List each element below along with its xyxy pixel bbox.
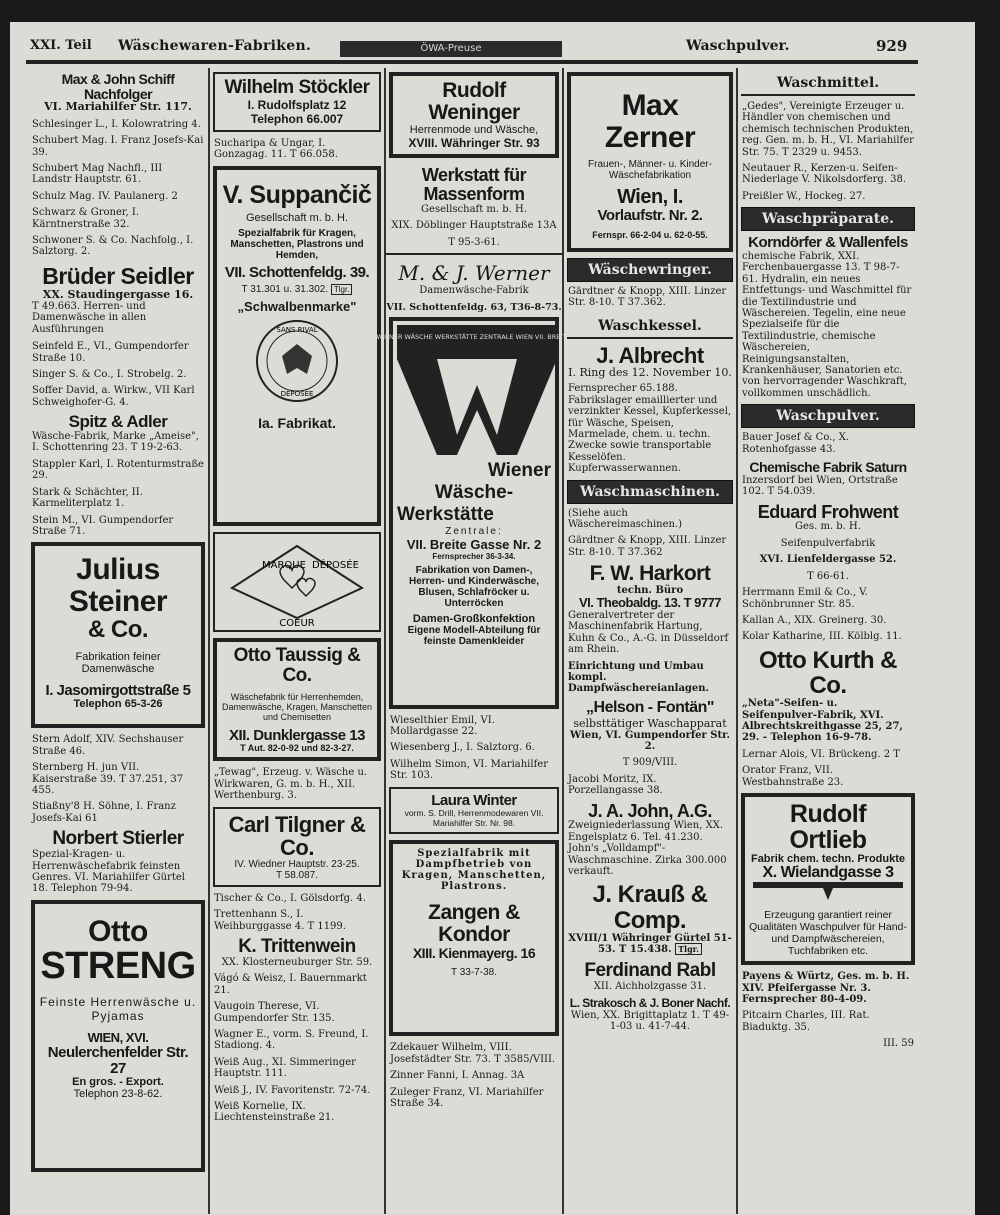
weninger-address: XVIII. Währinger Str. 93 [408, 136, 540, 151]
helson-name: „Helson - Fontän" [586, 698, 714, 716]
albrecht-name: J. Albrecht [596, 342, 704, 368]
ww-desc: Fabrikation von Damen-, Herren- und Kinderwäsche, Blusen, Schlafröcker u. Unterröcken [408, 564, 540, 609]
zerner-name: Max Zerner [604, 89, 696, 154]
list-item: Jacobi Moritz, IX. Porzellangasse 38. [568, 773, 663, 797]
ad-spitz [28, 413, 208, 454]
ortlieb-desc: Fabrik chem. techn. Produkte [750, 853, 906, 866]
list-item: Kallan A., XIX. Greinerg. 30. [742, 614, 887, 626]
streng-name: STRENG [40, 945, 196, 988]
zangen-address: XIII. Kienmayerg. 16 [412, 945, 536, 962]
seidler-name: Brüder Seidler [42, 262, 194, 289]
list-item: Wieselthier Emil, VI. Mollardgasse 22. [390, 714, 495, 737]
taussig-tel: T Aut. 82-0-92 und 82-3-27. [240, 743, 354, 754]
trittenwein-name: K. Trittenwein [238, 936, 356, 957]
frohwent-sub: Ges. m. b. H. [795, 521, 861, 533]
column-3 [376, 68, 578, 1214]
wiener-werkstaette-logo-icon [376, 325, 578, 455]
list-item: Schlesinger L., I. Kolowratring 4. [32, 118, 201, 130]
column-4 [564, 68, 736, 1214]
seal-top-text: SANS RIVAL [276, 325, 318, 334]
steiner-address: I. Jasomirgottstraße 5 [45, 681, 191, 699]
strakosch-text: Wien, XX. Brigittaplatz 1. T 49-1-03 u. 41-7-44. [570, 1009, 730, 1032]
stoeckler-address: I. Rudolfsplatz 12 [247, 97, 347, 112]
list-item: Payens & Würtz, Ges. m. b. H. XIV. Pfeifergasse Nr. 3. Fernsprecher 80-4-09. [742, 971, 910, 1006]
list-item: Lernar Alois, VI. Brückeng. 2 T [742, 748, 900, 760]
suppancic-brand: „Schwalbenmarke" [237, 298, 357, 314]
harkort-text: Generalvertreter der Maschinenfabrik Hartung, Kuhn & Co., A.-G. in Düsseldorf am Rhein. [568, 609, 729, 656]
page-title: Wäschewaren-Fabriken. [118, 38, 312, 54]
harkort-text-2: Einrichtung und Umbau kompl. Dampfwäschereianlagen. [568, 660, 710, 695]
spitz-text: Wäsche-Fabrik, Marke „Ameise", I. Schottenring 23. T 19-2-63. [32, 431, 199, 454]
zerner-address: Vorlaufstr. Nr. 2. [597, 207, 703, 224]
winter-text: vorm. S. Drill, Herrenmodewaren VII. Mariahilfer Str. Nr. 98. [404, 808, 544, 829]
weninger-name: Rudolf Weninger [428, 79, 520, 125]
column-1 [28, 68, 208, 1214]
harkort-name: F. W. Harkort [589, 562, 711, 586]
column-5 [738, 68, 918, 1214]
helson-address: Wien, VI. Gumpendorfer Str. 2. [570, 729, 730, 752]
ad-steiner [31, 542, 205, 728]
steiner-desc: Fabrikation feiner Damenwäsche [75, 650, 161, 675]
list-item: Herrmann Emil & Co., V. Schönbrunner Str. 85. [742, 587, 868, 610]
ad-werner [386, 253, 562, 312]
ww-name-2: Wäsche- [434, 481, 514, 503]
seal-bottom-text: DEPOSÉE [280, 389, 314, 398]
suppancic-tel: T 31.301 u. 31.302. [241, 283, 329, 295]
ad-seidler [28, 264, 208, 335]
harkort-sub: techn. Büro [616, 585, 684, 597]
list-item: Sucharipa & Ungar, I. Gonzagag. 11. T 66.058. [214, 137, 338, 161]
steiner-tel: Telephon 65-3-26 [73, 698, 163, 711]
ww-konfektion: Damen-Großkonfektion [412, 612, 536, 625]
ad-suppancic [213, 166, 381, 526]
list-item: Stiaßny'8 H. Söhne, I. Franz Josefs-Kai 61 [32, 801, 176, 824]
banner-arrow-icon [753, 882, 903, 900]
header-rule [26, 60, 918, 64]
list-item: Seinfeld E., VI., Gumpendorfer Straße 10. [32, 341, 189, 364]
strakosch-name: L. Strakosch & J. Boner Nachf. [569, 996, 731, 1010]
list-item: Gärdtner & Knopp, XIII. Linzer Str. 8-10. T 37.362. [568, 286, 727, 309]
list-item: Singer S. & Co., I. Strobelg. 2. [32, 369, 187, 381]
suppancic-sub: Gesellschaft m. b. H. [245, 212, 349, 224]
tilgner-tel: T 58.087. [275, 869, 319, 881]
list-item: Wiesenberg J., I. Salztorg. 6. [390, 742, 535, 754]
list-item: Stappler Karl, I. Rotenturmstraße 29. [32, 458, 204, 482]
mark-text-1: MARQUE [262, 559, 306, 571]
seidler-address: XX. Staudingergasse 16. [42, 287, 194, 301]
rabl-name: Ferdinand Rabl [584, 959, 716, 981]
ad-wiener-waesche-werkstaette [376, 317, 578, 709]
zangen-tel: T 33-7-38. [451, 967, 497, 979]
werner-desc: Damenwäsche-Fabrik [419, 285, 529, 297]
section-heading-waeschewringer: Wäschewringer. [567, 258, 733, 282]
list-item: Schulz Mag. IV. Paulanerg. 2 [32, 190, 178, 202]
list-item: Zinner Fanni, I. Annag. 3A [390, 1070, 525, 1082]
list-item: Wagner E., vorm. S. Freund, I. Stadiong. 4. [214, 1028, 369, 1052]
list-item: Gärdtner & Knopp, XIII. Linzer Str. 8-10. T 37.362 [568, 535, 727, 558]
ad-weninger [389, 72, 559, 158]
steiner-co: & Co. [87, 616, 149, 644]
suppancic-desc: Spezialfabrik für Kragen, Manschetten, Plastrons und Hemden, [230, 228, 364, 261]
ortlieb-name: Rudolf Ortlieb [789, 799, 867, 855]
harkort-address: VI. Theobaldg. 13. T 9777 [578, 595, 722, 611]
section-heading-waschmaschinen: Waschmaschinen. [567, 480, 733, 504]
list-item: Stern Adolf, XIV. Sechshauser Straße 46. [32, 734, 184, 757]
tilgner-address: IV. Wiedner Hauptstr. 23-25. [234, 858, 360, 870]
ww-name-3: Werkstätte [397, 503, 494, 525]
list-item: Preißler W., Hockeg. 27. [742, 190, 866, 202]
ww-tel: Fernsprecher 36-3-34. [432, 551, 516, 561]
list-item: Tischer & Co., I. Gölsdorfg. 4. [214, 892, 366, 904]
ww-logo-text: WIENER WÄSCHE WERKSTÄTTE ZENTRALE WIEN VII. BREITEG. [376, 332, 578, 341]
section-heading-waschkessel: Waschkessel. [567, 314, 733, 339]
ad-streng [31, 900, 205, 1172]
streng-desc: Feinste Herrenwäsche u. Pyjamas [39, 995, 197, 1024]
list-item: Vaugoin Therese, VI. Gumpendorfer Str. 135. [214, 1001, 335, 1024]
ad-winter [389, 787, 559, 835]
massenform-tel: T 95-3-61. [448, 236, 500, 248]
ad-tilgner [213, 807, 381, 887]
ww-address: VII. Breite Gasse Nr. 2 [406, 536, 542, 552]
massenform-title: Werkstatt für Massenform [421, 165, 527, 204]
helson-desc: selbsttätiger Waschapparat [573, 716, 727, 730]
column-2 [210, 68, 384, 1214]
list-item: Pitcairn Charles, III. Rat. Biaduktg. 35. [742, 1010, 870, 1033]
ortlieb-address: X. Wielandgasse 3 [762, 864, 894, 882]
streng-trade: En gros. - Export. [72, 1076, 164, 1089]
list-item: Bauer Josef & Co., X. Rotenhofgasse 43. [742, 432, 849, 455]
rabl-address: XII. Aichholzgasse 31. [593, 980, 707, 992]
helson-tel: T 909/VIII. [622, 757, 678, 769]
list-item: Stein M., VI. Gumpendorfer Straße 71. [32, 514, 174, 537]
heart-trademark-icon [222, 538, 372, 628]
taussig-address: XII. Dunklergasse 13 [229, 726, 365, 744]
list-item: Schubert Mag. I. Franz Josefs-Kai 39. [32, 135, 204, 158]
tilgner-name: Carl Tilgner & Co. [228, 811, 366, 860]
john-text: Zweigniederlassung Wien, XX. Engelsplatz 6. Tel. 41.230. John's „Volldampf"-Waschmaschine. Zirka 300.000 verkauft. [568, 820, 727, 878]
weninger-desc: Herrenmode und Wäsche, [409, 124, 539, 137]
telegraph-tag: Tlgr. [331, 284, 353, 295]
streng-address: Neulerchenfelder Str. 27 [47, 1043, 189, 1077]
frohwent-address: XVI. Lienfeldergasse 52. [759, 554, 897, 566]
werner-address: VII. Schottenfeldg. 63, T36-8-73. [386, 301, 562, 313]
ad-taussig [213, 638, 381, 762]
entry-list-1 [28, 119, 208, 258]
spitz-name: Spitz & Adler [68, 412, 168, 432]
ad-taussig-mark [213, 532, 381, 632]
suppancic-quality: Ia. Fabrikat. [258, 414, 336, 431]
saturn-text: Inzersdorf bei Wien, Ortstraße 102. T 54.039. [742, 474, 898, 498]
kurth-name: Otto Kurth & Co. [759, 646, 897, 699]
frohwent-desc: Seifenpulverfabrik [780, 537, 876, 549]
list-item: Vágó & Weisz, I. Bauernmarkt 21. [214, 973, 367, 996]
list-item: Neutauer R., Kerzen-u. Seifen-Niederlage V. Nikolsdorferg. 38. [742, 163, 907, 186]
korndoerfer-name: Korndörfer & Wallenfels [748, 234, 908, 252]
schiff-address: VI. Mariahilfer Str. 117. [44, 100, 192, 114]
kurth-text: „Neta"-Seifen- u. Seifenpulver-Fabrik, XVI. Albrechtskreithgasse 25, 27, 29. - Telephon 16-9-78. [742, 698, 903, 744]
massenform-address: XIX. Döblinger Hauptstraße 13A [391, 220, 557, 232]
zangen-name: Zangen & Kondor [428, 901, 520, 947]
library-stamp: ÖWA-Preuse [340, 41, 562, 57]
korndoerfer-text: chemische Fabrik, XXI. Ferchenbauergasse 13. T 98-7-61. Hydralin, ein neues Entfettungs- und Waschmittel für die Textilindustrie und Wäschereien. Tegelin, eine neue Spezialseife für die Textilindustrie, chemische Wäschereien, Reinigungsanstalten, Krankenhäuser, Sanatorien etc. von hervorragender Waschkraft, vollkommen unschädlich. [742, 251, 912, 399]
list-item: Weiß J., IV. Favoritenstr. 72-74. [214, 1084, 371, 1096]
ad-zangen-kondor [389, 840, 559, 1036]
stierler-name: Norbert Stierler [52, 828, 184, 850]
trademark-seal-icon [252, 318, 342, 404]
massenform-sub: Gesellschaft m. b. H. [421, 203, 527, 215]
krauss-address: XVIII/1 Währinger Gürtel 51-53. [568, 932, 732, 956]
list-item: „Tewag", Erzeug. v. Wäsche u. Wirkwaren, G. m. b. H., XII. Werthenburg. 3. [214, 767, 368, 802]
list-item: Wilhelm Simon, VI. Mariahilfer Str. 103. [390, 758, 548, 782]
zerner-desc: Frauen-, Männer- u. Kinder-Wäschefabrikation [588, 159, 712, 181]
suppancic-name: V. Suppančič [222, 180, 372, 209]
ww-name-1: Wiener [487, 459, 551, 481]
seidler-text: T 49.663. Herren- und Damenwäsche in allen Ausführungen [32, 300, 147, 335]
list-item: Schwoner S. & Co. Nachfolg., I. Salztorg. 2. [32, 235, 194, 258]
stoeckler-tel: Telephon 66.007 [250, 111, 344, 126]
ww-modell: Eigene Modell-Abteilung für feinste Damenkleider [407, 624, 541, 647]
ad-schiff [28, 72, 208, 113]
taussig-desc: Wäschefabrik für Herrenhemden, Damenwäsche, Kragen, Manschetten und Chemisetten [221, 691, 373, 722]
list-item: Weiß Aug., XI. Simmeringer Hauptstr. 111. [214, 1056, 356, 1080]
ad-massenform [386, 166, 562, 248]
section-heading-waschpulver: Waschpulver. [741, 404, 915, 428]
footer-note: III. 59 [883, 1038, 914, 1050]
ortlieb-text: Erzeugung garantiert reiner Qualitäten Waschpulver für Hand- und Dampfwäschereien, Tuchfabriken etc. [749, 909, 907, 958]
winter-name: Laura Winter [431, 791, 517, 809]
section-heading-waschmittel: Waschmittel. [741, 71, 915, 96]
page-title-right: Waschpulver. [686, 38, 790, 54]
ad-ortlieb [741, 793, 915, 965]
krauss-tel: T 15.438. [618, 944, 672, 956]
list-item: Kolar Katharine, III. Kölblg. 11. [742, 631, 902, 643]
schiff-name-2: Nachfolger [83, 85, 153, 102]
list-item: „Gedes", Vereinigte Erzeuger u. Händler von chemischen und chemisch technischen Produkten, reg. Gen. m. b. H., VI. Mariahilfer Str. 75. T 2329 u. 9453. [742, 101, 914, 158]
krauss-name: J. Krauß & Comp. [592, 881, 708, 934]
frohwent-name: Eduard Frohwent [757, 501, 899, 522]
list-item: Zdekauer Wilhelm, VIII. Josefstädter Str. 73. T 3585/VIII. [390, 1042, 556, 1065]
zerner-city: Wien, I. [617, 186, 683, 208]
ww-zentrale: Zentrale: [445, 525, 503, 537]
list-item: Weiß Kornelie, IX. Liechtensteinstraße 21. [214, 1101, 335, 1124]
list-item: Soffer David, a. Wirkw., VII Karl Schweighofer-G. 4. [32, 385, 195, 408]
zerner-tel: Fernspr. 66-2-04 u. 62-0-55. [592, 229, 708, 240]
saturn-name: Chemische Fabrik Saturn [749, 459, 907, 476]
albrecht-address: I. Ring des 12. November 10. [568, 365, 732, 379]
page-header [10, 22, 975, 64]
mark-text-2: DÉPOSÉE [312, 559, 359, 571]
list-item: Trettenhann S., I. Weihburggasse 4. T 1199. [214, 909, 346, 932]
albrecht-text: Fernsprecher 65.188. Fabrikslager emaillierter und verzinkter Kessel, Kupferkessel, für Wäsche, Speisen, Marmelade, chem. u. techn. Zwecke sowie transportable Kesselöfen. Kupferwasserwannen. [568, 383, 732, 475]
ad-stierler [28, 829, 208, 895]
werner-name: M. & J. Werner [398, 261, 550, 286]
ad-trittenwein [210, 937, 384, 968]
list-item: Sternberg H. jun VII. Kaiserstraße 39. T 37.251, 37 455. [32, 762, 184, 796]
page-number: 929 [876, 37, 908, 55]
telegraph-tag: Tlgr. [675, 943, 702, 955]
section-label: XXI. Teil [30, 38, 92, 53]
mark-text-3: COEUR [279, 617, 315, 629]
stierler-text: Spezial-Kragen- u. Herrenwäschefabrik feinsten Genres. VI. Mariahilfer Gürtel 18. Telephon 79-94. [32, 849, 185, 895]
streng-first-name: Otto [88, 914, 148, 948]
schiff-name: Max & John Schiff [61, 71, 175, 87]
frohwent-tel: T 66-61. [807, 570, 849, 582]
list-item: Stark & Schächter, II. Karmeliterplatz 1. [32, 486, 143, 510]
steiner-name: Julius Steiner [68, 553, 168, 618]
streng-tel: Telephon 23-8-62. [73, 1088, 163, 1101]
list-item: Orator Franz, VII. Westbahnstraße 23. [742, 765, 844, 788]
ad-stoeckler [213, 72, 381, 132]
directory-page [10, 22, 975, 1215]
section-heading-waschpraeparate: Waschpräparate. [741, 207, 915, 231]
taussig-name: Otto Taussig & Co. [233, 644, 361, 686]
list-item: Schwarz & Groner, I. Kärntnerstraße 32. [32, 207, 140, 230]
list-item: Schubert Mag Nachfl., III Landstr Hauptstr. 61. [32, 163, 163, 186]
suppancic-address: VII. Schottenfeldg. 39. [224, 264, 370, 281]
see-also-note: (Siehe auch Wäschereimaschinen.) [568, 507, 683, 530]
zangen-top: Spezialfabrik mit Dampfbetrieb von Kragen, Manschetten, Plastrons. [401, 848, 547, 893]
ad-zerner [567, 72, 733, 252]
stoeckler-name: Wilhelm Stöckler [224, 77, 370, 98]
trittenwein-address: XX. Klosterneuburger Str. 59. [221, 956, 373, 968]
streng-city: WIEN, XVI. [87, 1030, 149, 1046]
john-name: J. A. John, A.G. [588, 800, 712, 821]
list-item: Zuleger Franz, VI. Mariahilfer Straße 34. [390, 1086, 544, 1109]
